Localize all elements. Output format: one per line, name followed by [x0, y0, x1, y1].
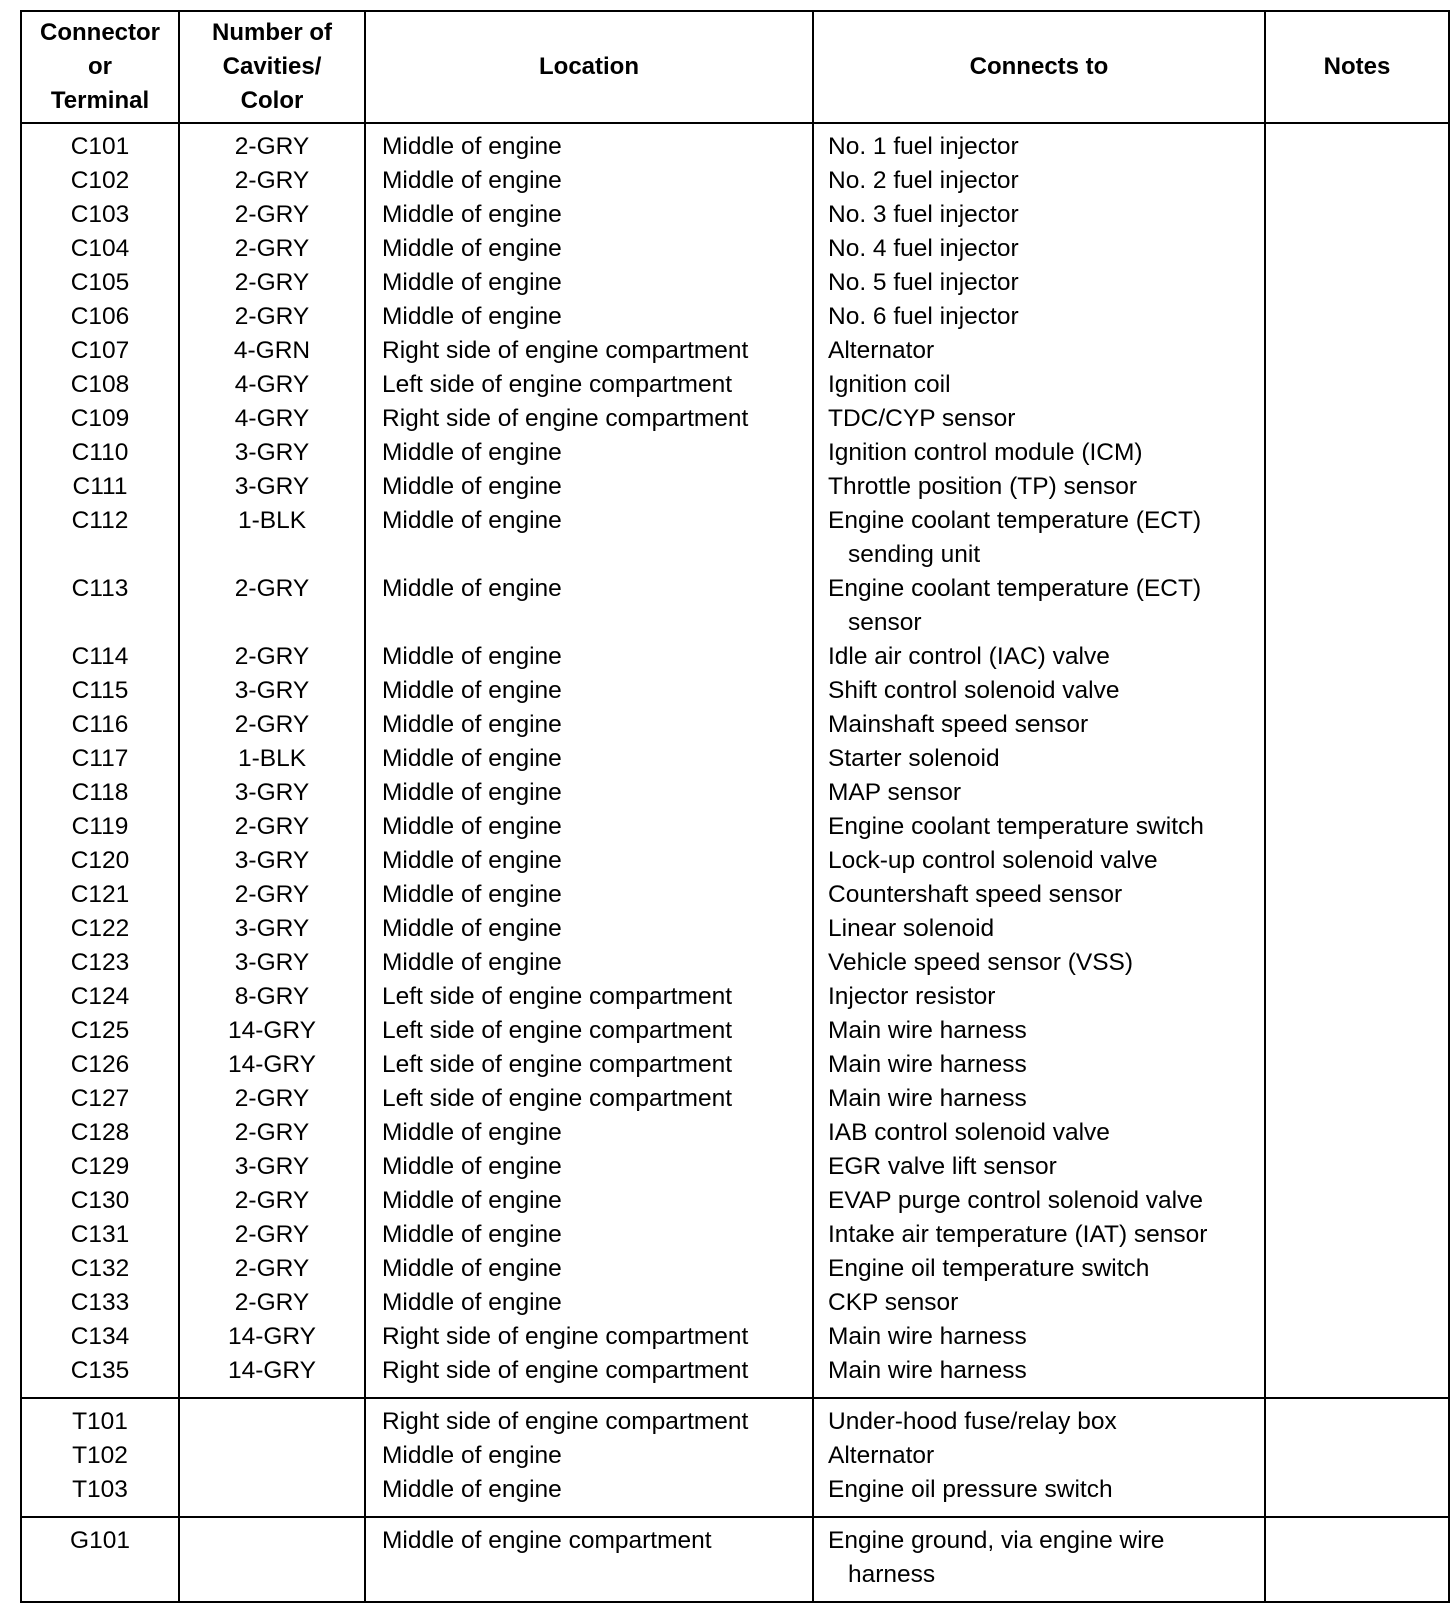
- location: Middle of engine: [365, 470, 813, 504]
- location: Middle of engine: [365, 1218, 813, 1252]
- notes: [1265, 1252, 1449, 1286]
- connector-table: [20, 10, 1450, 1603]
- notes: [1265, 300, 1449, 334]
- cavities-color: 3-GRY: [179, 912, 365, 946]
- cavities-color: 2-GRY: [179, 300, 365, 334]
- notes: [1265, 436, 1449, 470]
- connector-id: C127: [21, 1082, 179, 1116]
- header-row: [21, 11, 1449, 123]
- connects-to-line: Engine oil pressure switch: [828, 1476, 1113, 1503]
- cavities-color: 2-GRY: [179, 640, 365, 674]
- table-row: [21, 164, 1449, 198]
- connects-to-line: Main wire harness: [828, 1017, 1027, 1044]
- cavities-color: 4-GRN: [179, 334, 365, 368]
- location: Middle of engine: [365, 572, 813, 640]
- table-row: [21, 402, 1449, 436]
- location: Middle of engine: [365, 844, 813, 878]
- table-row: [21, 368, 1449, 402]
- connector-id: C119: [21, 810, 179, 844]
- connector-id: C122: [21, 912, 179, 946]
- cavities-color: [179, 1398, 365, 1439]
- header-connector: [21, 11, 179, 123]
- table-row: [21, 946, 1449, 980]
- connects-to-line: sending unit: [848, 541, 981, 568]
- connects-to: [813, 1014, 1265, 1048]
- cavities-color: 1-BLK: [179, 742, 365, 776]
- connects-to: [813, 198, 1265, 232]
- cavities-color: 14-GRY: [179, 1354, 365, 1398]
- connector-id: C112: [21, 504, 179, 572]
- connects-to: [813, 912, 1265, 946]
- connects-to-line: Main wire harness: [828, 1085, 1027, 1112]
- location: Middle of engine: [365, 1184, 813, 1218]
- connector-id: C111: [21, 470, 179, 504]
- cavities-color: 2-GRY: [179, 708, 365, 742]
- cavities-color: 3-GRY: [179, 844, 365, 878]
- cavities-color: 2-GRY: [179, 1116, 365, 1150]
- notes: [1265, 1473, 1449, 1517]
- connects-to: [813, 1048, 1265, 1082]
- location: Middle of engine: [365, 198, 813, 232]
- connects-to: [813, 1354, 1265, 1398]
- location: Middle of engine: [365, 1252, 813, 1286]
- table-row: [21, 232, 1449, 266]
- connects-to-line: No. 1 fuel injector: [828, 133, 1019, 160]
- connects-to-line: Linear solenoid: [828, 915, 995, 942]
- notes: [1265, 572, 1449, 640]
- cavities-color: 2-GRY: [179, 1252, 365, 1286]
- location: Right side of engine compartment: [365, 1320, 813, 1354]
- location: Middle of engine: [365, 164, 813, 198]
- notes: [1265, 810, 1449, 844]
- connector-id: C117: [21, 742, 179, 776]
- connects-to-line: Idle air control (IAC) valve: [828, 643, 1110, 670]
- connector-id: C103: [21, 198, 179, 232]
- cavities-color: 14-GRY: [179, 1014, 365, 1048]
- connector-id: C121: [21, 878, 179, 912]
- table-row: [21, 810, 1449, 844]
- notes: [1265, 368, 1449, 402]
- connector-id: C115: [21, 674, 179, 708]
- connects-to-line: No. 3 fuel injector: [828, 201, 1019, 228]
- cavities-color: 2-GRY: [179, 198, 365, 232]
- connector-id: C114: [21, 640, 179, 674]
- connects-to: [813, 368, 1265, 402]
- connects-to: [813, 402, 1265, 436]
- notes: [1265, 123, 1449, 164]
- location: Middle of engine: [365, 123, 813, 164]
- location: Left side of engine compartment: [365, 368, 813, 402]
- connects-to: [813, 504, 1265, 572]
- notes: [1265, 1517, 1449, 1602]
- notes: [1265, 198, 1449, 232]
- notes: [1265, 640, 1449, 674]
- cavities-color: 4-GRY: [179, 368, 365, 402]
- connector-id: C106: [21, 300, 179, 334]
- location: Middle of engine: [365, 674, 813, 708]
- notes: [1265, 1218, 1449, 1252]
- location: Right side of engine compartment: [365, 334, 813, 368]
- connector-id: C104: [21, 232, 179, 266]
- connects-to-line: Main wire harness: [828, 1323, 1027, 1350]
- connects-to: [813, 470, 1265, 504]
- location: Middle of engine: [365, 504, 813, 572]
- connects-to: [813, 232, 1265, 266]
- cavities-color: 14-GRY: [179, 1048, 365, 1082]
- connector-id: C101: [21, 123, 179, 164]
- cavities-color: [179, 1439, 365, 1473]
- connects-to: [813, 1184, 1265, 1218]
- notes: [1265, 1286, 1449, 1320]
- table-row: [21, 1320, 1449, 1354]
- table-row: [21, 123, 1449, 164]
- cavities-color: 3-GRY: [179, 436, 365, 470]
- connects-to-line: MAP sensor: [828, 779, 961, 806]
- connects-to: [813, 1473, 1265, 1517]
- notes: [1265, 1150, 1449, 1184]
- notes: [1265, 232, 1449, 266]
- table-row: [21, 640, 1449, 674]
- cavities-color: [179, 1473, 365, 1517]
- connector-id: C131: [21, 1218, 179, 1252]
- connector-id: C124: [21, 980, 179, 1014]
- notes: [1265, 1398, 1449, 1439]
- table-row: [21, 1218, 1449, 1252]
- connects-to-line: Ignition control module (ICM): [828, 439, 1143, 466]
- connects-to: [813, 1286, 1265, 1320]
- table-row: [21, 1116, 1449, 1150]
- table-row: [21, 504, 1449, 572]
- table-row: [21, 1398, 1449, 1439]
- connector-id: C113: [21, 572, 179, 640]
- location: Middle of engine: [365, 1150, 813, 1184]
- notes: [1265, 1439, 1449, 1473]
- cavities-color: 4-GRY: [179, 402, 365, 436]
- connects-to: [813, 1517, 1265, 1602]
- table-body: [21, 123, 1449, 1602]
- connects-to-line: Countershaft speed sensor: [828, 881, 1123, 908]
- connector-id: C110: [21, 436, 179, 470]
- table-row: [21, 980, 1449, 1014]
- connects-to: [813, 1082, 1265, 1116]
- connector-id: C126: [21, 1048, 179, 1082]
- connects-to-line: Starter solenoid: [828, 745, 1000, 772]
- cavities-color: 2-GRY: [179, 266, 365, 300]
- cavities-color: 2-GRY: [179, 1082, 365, 1116]
- connects-to-line: Engine coolant temperature (ECT): [828, 575, 1202, 602]
- connects-to-line: No. 6 fuel injector: [828, 303, 1019, 330]
- location: Middle of engine: [365, 436, 813, 470]
- header-cavities-line: Number of: [212, 19, 332, 46]
- table-row: [21, 1354, 1449, 1398]
- connects-to-line: IAB control solenoid valve: [828, 1119, 1110, 1146]
- table-row: [21, 1439, 1449, 1473]
- connector-id: C133: [21, 1286, 179, 1320]
- header-cavities-line: Cavities/: [222, 53, 322, 80]
- connector-id: C120: [21, 844, 179, 878]
- location: Middle of engine: [365, 776, 813, 810]
- table-row: [21, 1286, 1449, 1320]
- connects-to: [813, 844, 1265, 878]
- cavities-color: 14-GRY: [179, 1320, 365, 1354]
- connects-to-line: Vehicle speed sensor (VSS): [828, 949, 1134, 976]
- connects-to-line: Under-hood fuse/relay box: [828, 1408, 1117, 1435]
- notes: [1265, 402, 1449, 436]
- connects-to: [813, 708, 1265, 742]
- cavities-color: 8-GRY: [179, 980, 365, 1014]
- location: Middle of engine: [365, 878, 813, 912]
- location: Left side of engine compartment: [365, 980, 813, 1014]
- connects-to: [813, 1252, 1265, 1286]
- table-row: [21, 1014, 1449, 1048]
- cavities-color: [179, 1517, 365, 1602]
- table-row: [21, 572, 1449, 640]
- connects-to-line: No. 5 fuel injector: [828, 269, 1019, 296]
- cavities-color: 3-GRY: [179, 674, 365, 708]
- table-row: [21, 742, 1449, 776]
- notes: [1265, 1320, 1449, 1354]
- connector-id: C107: [21, 334, 179, 368]
- notes: [1265, 504, 1449, 572]
- connects-to: [813, 1320, 1265, 1354]
- location: Right side of engine compartment: [365, 1354, 813, 1398]
- location: Middle of engine: [365, 912, 813, 946]
- connector-id: C108: [21, 368, 179, 402]
- connects-to: [813, 742, 1265, 776]
- cavities-color: 2-GRY: [179, 123, 365, 164]
- notes: [1265, 266, 1449, 300]
- notes: [1265, 980, 1449, 1014]
- notes: [1265, 1184, 1449, 1218]
- connects-to-line: EVAP purge control solenoid valve: [828, 1187, 1203, 1214]
- table-row: [21, 300, 1449, 334]
- notes: [1265, 844, 1449, 878]
- connects-to-line: Engine ground, via engine wire: [828, 1527, 1165, 1554]
- connector-id: T103: [21, 1473, 179, 1517]
- header-notes: Notes: [1265, 11, 1449, 123]
- connects-to: [813, 640, 1265, 674]
- location: Middle of engine: [365, 300, 813, 334]
- location: Right side of engine compartment: [365, 402, 813, 436]
- location: Middle of engine: [365, 946, 813, 980]
- table-row: [21, 1473, 1449, 1517]
- notes: [1265, 878, 1449, 912]
- connector-id: C118: [21, 776, 179, 810]
- connects-to-line: Throttle position (TP) sensor: [828, 473, 1138, 500]
- cavities-color: 2-GRY: [179, 878, 365, 912]
- location: Middle of engine: [365, 640, 813, 674]
- notes: [1265, 164, 1449, 198]
- connects-to-line: Intake air temperature (IAT) sensor: [828, 1221, 1208, 1248]
- header-connector-line: Connector: [40, 19, 160, 46]
- connects-to-line: No. 2 fuel injector: [828, 167, 1019, 194]
- connects-to: [813, 1116, 1265, 1150]
- table-row: [21, 198, 1449, 232]
- connects-to: [813, 810, 1265, 844]
- connector-id: C128: [21, 1116, 179, 1150]
- notes: [1265, 334, 1449, 368]
- connects-to-line: Alternator: [828, 337, 935, 364]
- connects-to-line: Alternator: [828, 1442, 935, 1469]
- cavities-color: 3-GRY: [179, 946, 365, 980]
- connects-to: [813, 946, 1265, 980]
- location: Middle of engine: [365, 810, 813, 844]
- connects-to: [813, 266, 1265, 300]
- cavities-color: 2-GRY: [179, 232, 365, 266]
- location: Middle of engine: [365, 232, 813, 266]
- connects-to-line: Mainshaft speed sensor: [828, 711, 1089, 738]
- connects-to-line: CKP sensor: [828, 1289, 959, 1316]
- notes: [1265, 912, 1449, 946]
- connects-to: [813, 334, 1265, 368]
- connects-to-line: Lock-up control solenoid valve: [828, 847, 1158, 874]
- connects-to: [813, 123, 1265, 164]
- connects-to: [813, 300, 1265, 334]
- table-row: [21, 844, 1449, 878]
- header-connector-line: Terminal: [50, 87, 150, 114]
- connector-id: C135: [21, 1354, 179, 1398]
- connector-id: C102: [21, 164, 179, 198]
- location: Middle of engine: [365, 742, 813, 776]
- connects-to: [813, 1150, 1265, 1184]
- connects-to-line: No. 4 fuel injector: [828, 235, 1019, 262]
- table-row: [21, 776, 1449, 810]
- table-row: [21, 674, 1449, 708]
- connects-to: [813, 674, 1265, 708]
- connects-to: [813, 164, 1265, 198]
- notes: [1265, 946, 1449, 980]
- connector-id: C132: [21, 1252, 179, 1286]
- location: Middle of engine: [365, 1116, 813, 1150]
- cavities-color: 1-BLK: [179, 504, 365, 572]
- connects-to: [813, 572, 1265, 640]
- connector-id: C123: [21, 946, 179, 980]
- connects-to: [813, 776, 1265, 810]
- location: Middle of engine: [365, 1439, 813, 1473]
- connector-id: G101: [21, 1517, 179, 1602]
- cavities-color: 2-GRY: [179, 1184, 365, 1218]
- table-row: [21, 334, 1449, 368]
- cavities-color: 2-GRY: [179, 1286, 365, 1320]
- connector-id: C129: [21, 1150, 179, 1184]
- table-row: [21, 266, 1449, 300]
- table-row: [21, 1150, 1449, 1184]
- notes: [1265, 1116, 1449, 1150]
- connects-to-line: TDC/CYP sensor: [828, 405, 1016, 432]
- location: Left side of engine compartment: [365, 1014, 813, 1048]
- connects-to-line: sensor: [848, 609, 922, 636]
- table-row: [21, 878, 1449, 912]
- table-row: [21, 1184, 1449, 1218]
- cavities-color: 2-GRY: [179, 572, 365, 640]
- location: Left side of engine compartment: [365, 1048, 813, 1082]
- table-row: [21, 912, 1449, 946]
- connects-to-line: Engine oil temperature switch: [828, 1255, 1150, 1282]
- location: Middle of engine: [365, 266, 813, 300]
- header-cavities: [179, 11, 365, 123]
- notes: [1265, 1014, 1449, 1048]
- connects-to: [813, 980, 1265, 1014]
- cavities-color: 2-GRY: [179, 1218, 365, 1252]
- connects-to-line: EGR valve lift sensor: [828, 1153, 1057, 1180]
- notes: [1265, 1082, 1449, 1116]
- notes: [1265, 1354, 1449, 1398]
- notes: [1265, 742, 1449, 776]
- table-row: [21, 436, 1449, 470]
- location: Middle of engine: [365, 1286, 813, 1320]
- table-row: [21, 1048, 1449, 1082]
- connects-to-line: Engine coolant temperature (ECT): [828, 507, 1202, 534]
- connector-id: C125: [21, 1014, 179, 1048]
- connects-to-line: Main wire harness: [828, 1357, 1027, 1384]
- notes: [1265, 470, 1449, 504]
- cavities-color: 3-GRY: [179, 470, 365, 504]
- cavities-color: 2-GRY: [179, 164, 365, 198]
- connects-to-line: harness: [848, 1561, 936, 1588]
- connector-id: C105: [21, 266, 179, 300]
- connects-to: [813, 1218, 1265, 1252]
- cavities-color: 3-GRY: [179, 1150, 365, 1184]
- location: Left side of engine compartment: [365, 1082, 813, 1116]
- location: Middle of engine: [365, 708, 813, 742]
- notes: [1265, 776, 1449, 810]
- notes: [1265, 1048, 1449, 1082]
- connector-id: T102: [21, 1439, 179, 1473]
- cavities-color: 2-GRY: [179, 810, 365, 844]
- connects-to: [813, 436, 1265, 470]
- notes: [1265, 674, 1449, 708]
- cavities-color: 3-GRY: [179, 776, 365, 810]
- notes: [1265, 708, 1449, 742]
- location: Middle of engine compartment: [365, 1517, 813, 1602]
- connects-to-line: Ignition coil: [828, 371, 951, 398]
- connector-id: T101: [21, 1398, 179, 1439]
- connector-id: C109: [21, 402, 179, 436]
- table-row: [21, 1082, 1449, 1116]
- header-location: Location: [365, 11, 813, 123]
- connects-to-line: Engine coolant temperature switch: [828, 813, 1204, 840]
- location: Middle of engine: [365, 1473, 813, 1517]
- connects-to: [813, 1398, 1265, 1439]
- connects-to: [813, 878, 1265, 912]
- header-connects-to: Connects to: [813, 11, 1265, 123]
- table-row: [21, 1252, 1449, 1286]
- connects-to-line: Shift control solenoid valve: [828, 677, 1120, 704]
- connector-id: C130: [21, 1184, 179, 1218]
- table-row: [21, 708, 1449, 742]
- connector-id: C134: [21, 1320, 179, 1354]
- header-connector-line: or: [88, 53, 112, 80]
- connector-id: C116: [21, 708, 179, 742]
- connects-to-line: Injector resistor: [828, 983, 996, 1010]
- header-cavities-line: Color: [240, 87, 304, 114]
- table-row: [21, 1517, 1449, 1602]
- connects-to-line: Main wire harness: [828, 1051, 1027, 1078]
- table-row: [21, 470, 1449, 504]
- location: Right side of engine compartment: [365, 1398, 813, 1439]
- connects-to: [813, 1439, 1265, 1473]
